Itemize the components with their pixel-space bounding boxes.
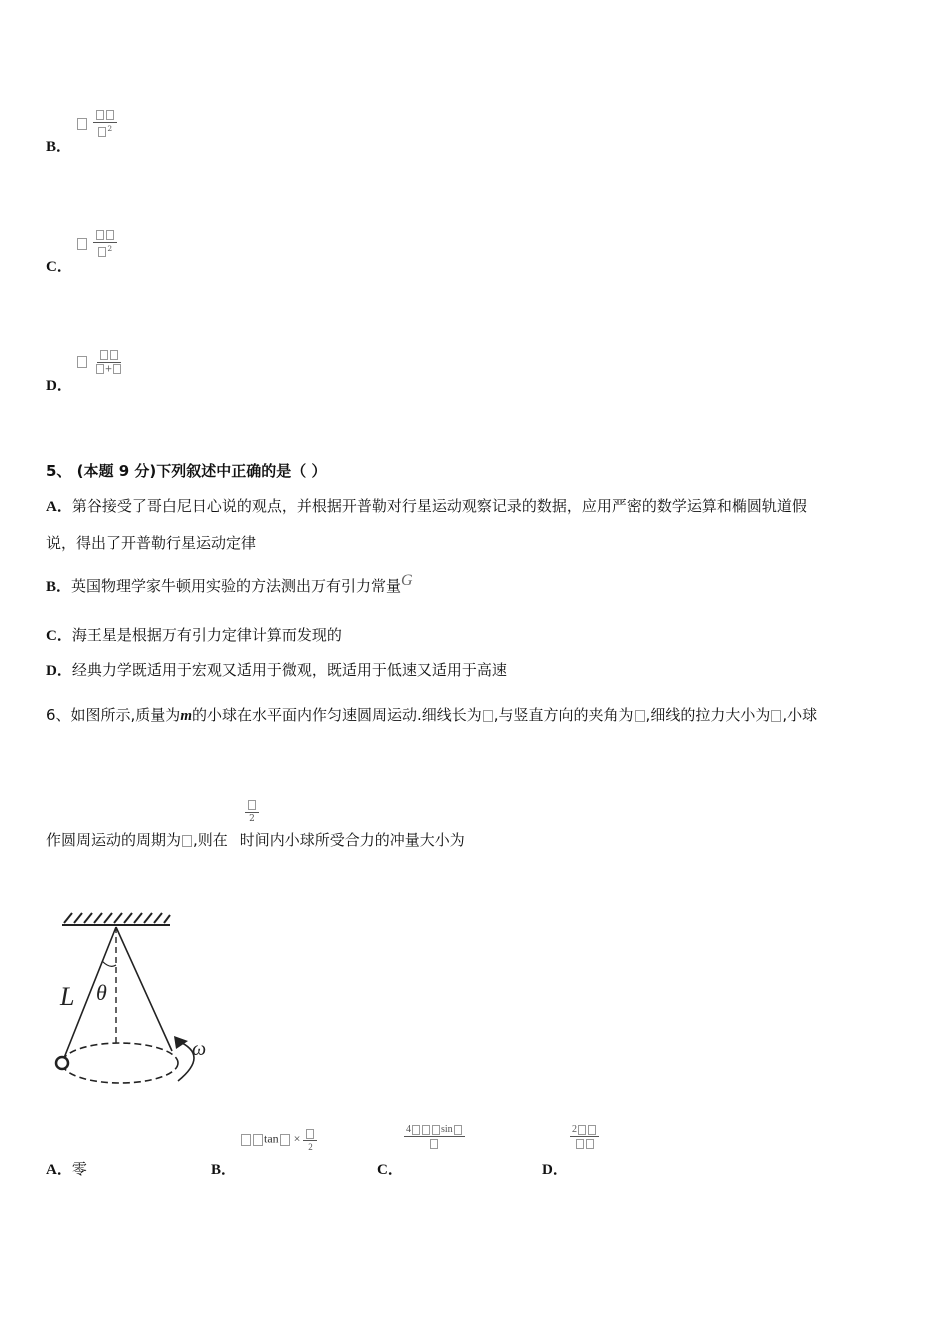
arrow-head <box>174 1036 188 1049</box>
prev-option-c-label: C． <box>46 259 72 275</box>
placeholder-glyph <box>77 356 87 368</box>
fraction: 2 <box>93 230 117 258</box>
q5-option-b: B．英国物理学家牛顿用实验的方法测出万有引力常量G <box>46 572 413 595</box>
circular-path <box>62 1043 178 1083</box>
label-theta: θ <box>96 980 107 1005</box>
q6-option-c-formula: 4 sin <box>404 1124 465 1149</box>
fraction: + <box>93 350 125 374</box>
q5-option-c: C．海王星是根据万有引力定律计算而发现的 <box>46 626 342 644</box>
conical-pendulum-figure <box>50 905 220 1090</box>
prev-option-b <box>76 110 117 138</box>
prev-option-d <box>76 350 124 374</box>
q5-option-a-cont: 说，得出了开普勒行星运动定律 <box>46 534 257 552</box>
q5-option-a: A．第谷接受了哥白尼日心说的观点，并根据开普勒对行星运动观察记录的数据，应用严密的数学运算和椭圆轨道假 <box>46 497 807 515</box>
prev-option-b-label: B． <box>46 139 72 155</box>
prev-option-c <box>76 230 117 258</box>
q6-option-d-label: D． <box>542 1162 568 1178</box>
q6-line1: 6、如图所示,质量为m的小球在水平面内作匀速圆周运动.细线长为 ,与竖直方向的夹角为 ,细线的拉力大小为 ,小球 <box>46 706 818 724</box>
gravitational-constant-symbol: G <box>401 572 413 589</box>
q6-option-b-formula: tan × 2 <box>240 1128 317 1152</box>
prev-option-d-label: D． <box>46 378 72 394</box>
q6-option-d-formula: 2 <box>570 1124 599 1149</box>
q5-option-d: D．经典力学既适用于宏观又适用于微观，既适用于低速又适用于高速 <box>46 661 507 679</box>
angle-arc <box>102 961 116 966</box>
cone-edge <box>116 927 172 1051</box>
label-omega: ω <box>192 1038 207 1060</box>
q6-option-c-label: C． <box>377 1162 403 1178</box>
fraction: 2 <box>93 110 117 138</box>
ball <box>56 1057 68 1069</box>
placeholder-glyph <box>77 118 87 130</box>
q6-option-a: A．零 <box>46 1160 87 1178</box>
placeholder-glyph <box>77 238 87 250</box>
label-l: L <box>60 982 75 1011</box>
q6-time-fraction: 2 <box>245 800 259 824</box>
ceiling-hatch <box>62 913 170 925</box>
q5-header: 5、 (本题 9 分)下列叙述中正确的是（ ） <box>46 462 327 480</box>
q6-option-b-label: B． <box>211 1162 237 1178</box>
q6-line2: 作圆周运动的周期为 ,则在 时间内小球所受合力的冲量大小为 <box>46 831 465 849</box>
